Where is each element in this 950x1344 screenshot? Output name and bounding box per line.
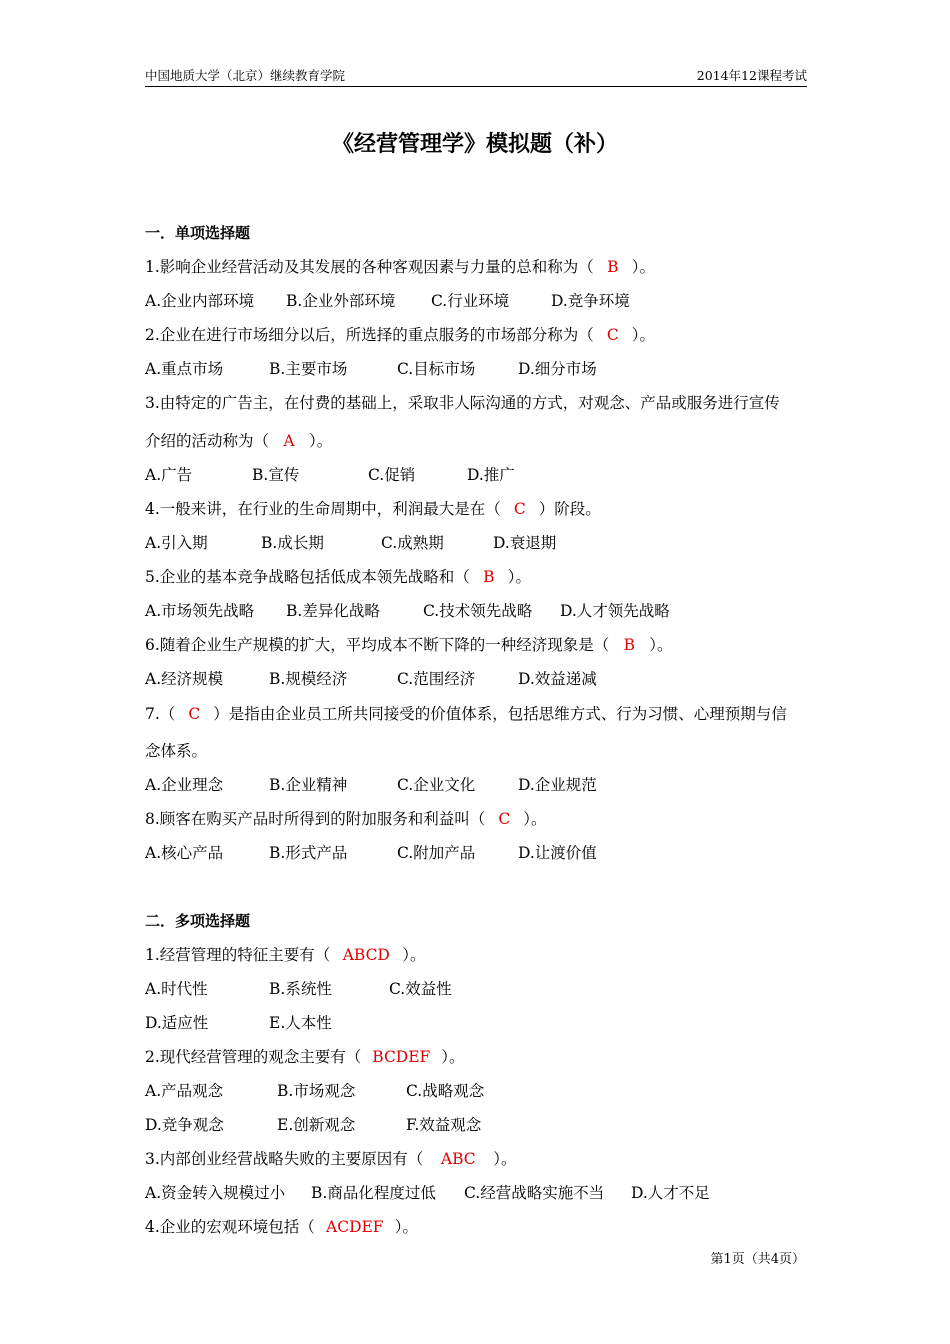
option: B.规模经济 [269, 670, 348, 688]
question-stem-continued: 介绍的活动称为（ A ）。 [145, 432, 333, 450]
option: D.衰退期 [493, 534, 557, 552]
option: A.企业理念 [145, 776, 224, 794]
option: B.商品化程度过低 [311, 1184, 436, 1202]
option: A.引入期 [145, 534, 208, 552]
option: B.宣传 [252, 466, 300, 484]
answer-mark: C [513, 500, 526, 518]
answer-mark: A [283, 432, 295, 450]
option: A.企业内部环境 [145, 292, 255, 310]
option: C.技术领先战略 [423, 602, 533, 620]
option: D.企业规范 [518, 776, 597, 794]
option: A.市场领先战略 [145, 602, 255, 620]
option: C.经营战略实施不当 [464, 1184, 605, 1202]
option: A.时代性 [145, 980, 208, 998]
option: A.产品观念 [145, 1082, 224, 1100]
option: E.人本性 [269, 1014, 332, 1032]
option: D.效益递减 [518, 670, 597, 688]
question-stem: 4.企业的宏观环境包括（ ACDEF ）。 [145, 1218, 419, 1236]
option: B.形式产品 [269, 844, 348, 862]
answer-mark: B [607, 258, 619, 276]
option: C.附加产品 [397, 844, 476, 862]
answer-mark: C [188, 705, 201, 723]
question-stem: 8.顾客在购买产品时所得到的附加服务和利益叫（ C ）。 [145, 810, 547, 828]
option: A.经济规模 [145, 670, 224, 688]
section-heading-single-choice: 一．单项选择题 [145, 224, 251, 242]
option: C.范围经济 [397, 670, 476, 688]
option: C.效益性 [389, 980, 452, 998]
question-stem: 6.随着企业生产规模的扩大，平均成本不断下降的一种经济现象是（ B ）。 [145, 636, 673, 654]
option: E.创新观念 [277, 1116, 356, 1134]
option: D.人才领先战略 [560, 602, 670, 620]
answer-mark: B [483, 568, 495, 586]
answer-mark: B [623, 636, 635, 654]
question-stem: 2.企业在进行市场细分以后，所选择的重点服务的市场部分称为（ C ）。 [145, 326, 656, 344]
option: C.促销 [368, 466, 416, 484]
option: A.核心产品 [145, 844, 224, 862]
page-header [145, 64, 807, 87]
answer-mark: C [498, 810, 511, 828]
answer-mark: BCDEF [372, 1048, 431, 1066]
option: B.企业精神 [269, 776, 348, 794]
option: B.差异化战略 [286, 602, 380, 620]
question-stem: 1.影响企业经营活动及其发展的各种客观因素与力量的总和称为（ B ）。 [145, 258, 656, 276]
answer-mark: C [606, 326, 619, 344]
header-institution: 中国地质大学（北京）继续教育学院 [145, 68, 346, 83]
option: A.重点市场 [145, 360, 224, 378]
option: C.战略观念 [406, 1082, 485, 1100]
option: D.让渡价值 [518, 844, 597, 862]
question-stem: 5.企业的基本竞争战略包括低成本领先战略和（ B ）。 [145, 568, 532, 586]
question-stem: 2.现代经营管理的观念主要有（ BCDEF ）。 [145, 1048, 465, 1066]
option: D.竞争环境 [551, 292, 630, 310]
option: B.企业外部环境 [286, 292, 396, 310]
option: A.广告 [145, 466, 193, 484]
option: D.细分市场 [518, 360, 597, 378]
question-stem: 7.（ C ）是指由企业员工所共同接受的价值体系，包括思维方式、行为习惯、心理预期与信 [145, 705, 787, 723]
page-number: 第1页（共4页） [710, 1252, 805, 1267]
option: A.资金转入规模过小 [145, 1184, 286, 1202]
question-stem: 1.经营管理的特征主要有（ ABCD ）。 [145, 946, 426, 964]
question-stem-continued: 念体系。 [145, 742, 208, 760]
option: D.竞争观念 [145, 1116, 224, 1134]
option: B.成长期 [261, 534, 324, 552]
option: F.效益观念 [406, 1116, 482, 1134]
option: D.适应性 [145, 1014, 209, 1032]
section-heading-multiple-choice: 二．多项选择题 [145, 912, 251, 930]
header-exam-date: 2014年12课程考试 [696, 68, 807, 83]
option: C.成熟期 [381, 534, 444, 552]
option: C.行业环境 [431, 292, 510, 310]
option: B.市场观念 [277, 1082, 356, 1100]
option: C.企业文化 [397, 776, 476, 794]
answer-mark: ACDEF [326, 1218, 384, 1236]
option: B.主要市场 [269, 360, 348, 378]
question-stem: 4.一般来讲，在行业的生命周期中，利润最大是在（ C ）阶段。 [145, 500, 601, 518]
option: B.系统性 [269, 980, 332, 998]
question-stem: 3.由特定的广告主，在付费的基础上，采取非人际沟通的方式，对观念、产品或服务进行宣传 [145, 394, 780, 412]
answer-mark: ABC [440, 1150, 476, 1168]
option: D.推广 [467, 466, 515, 484]
option: D.人才不足 [631, 1184, 710, 1202]
option: C.目标市场 [397, 360, 476, 378]
answer-mark: ABCD [342, 946, 390, 964]
question-stem: 3.内部创业经营战略失败的主要原因有（ ABC ）。 [145, 1150, 517, 1168]
document-title: 《经营管理学》模拟题（补） [331, 132, 618, 157]
